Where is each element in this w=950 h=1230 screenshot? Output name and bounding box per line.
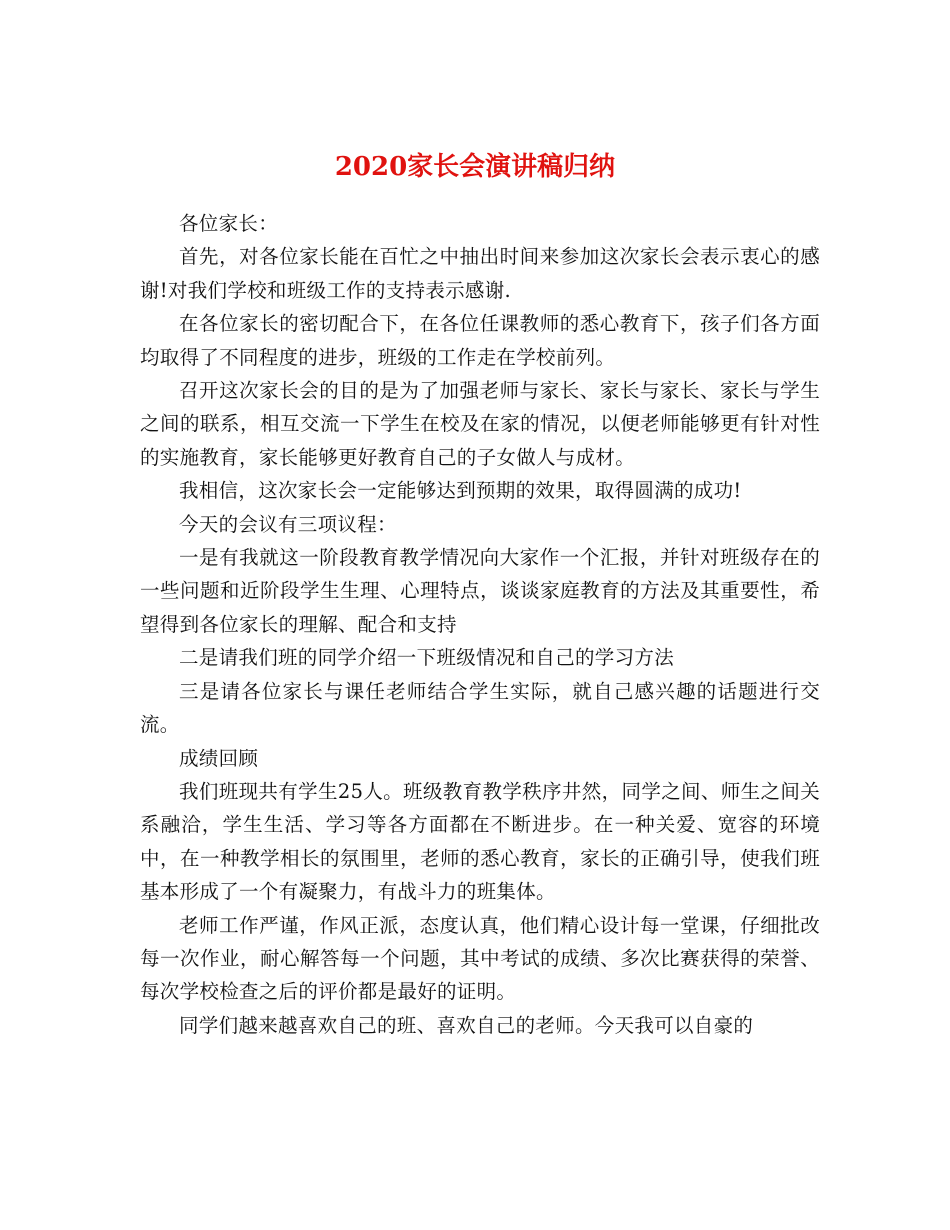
paragraph: 在各位家长的密切配合下，在各位任课教师的悉心教育下，孩子们各方面均取得了不同程度的进步，班级的工作走在学校前列。 <box>140 312 820 369</box>
paragraph: 同学们越来越喜欢自己的班、喜欢自己的老师。今天我可以自豪的 <box>179 1013 754 1037</box>
paragraph: 首先，对各位家长能在百忙之中抽出时间来参加这次家长会表示衷心的感谢!对我们学校和班级工作的支持表示感谢. <box>140 245 820 302</box>
paragraph-agenda-intro: 今天的会议有三项议程： <box>179 512 397 536</box>
paragraph: 召开这次家长会的目的是为了加强老师与家长、家长与家长、家长与学生之间的联系，相互交流一下学生在校及在家的情况，以便老师能够更有针对性的实施教育，家长能够更好教育自己的子女做人与成材。 <box>140 379 820 469</box>
agenda-item-3: 三是请各位家长与课任老师结合学生实际，就自己感兴趣的话题进行交流。 <box>140 679 820 737</box>
paragraph: 我相信，这次家长会一定能够达到预期的效果，取得圆满的成功! <box>179 479 742 503</box>
section-heading: 成绩回顾 <box>179 746 259 770</box>
paragraph: 老师工作严谨，作风正派，态度认真，他们精心设计每一堂课，仔细批改每一次作业，耐心解答每一个问题，其中考试的成绩、多次比赛获得的荣誉、每次学校检查之后的评价都是最好的证明。 <box>140 913 820 1004</box>
document-body <box>140 207 820 1042</box>
document-title: 2020家长会演讲稿归纳 <box>334 152 616 183</box>
agenda-item-2: 二是请我们班的同学介绍一下班级情况和自己的学习方法 <box>179 646 675 670</box>
paragraph-greeting: 各位家长： <box>179 212 279 235</box>
paragraph: 我们班现共有学生25人。班级教育教学秩序井然，同学之间、师生之间关系融洽，学生生活、学习等各方面都在不断进步。在一种关爱、宽容的环境中，在一种教学相长的氛围里，老师的悉心教育，家长的正确引导，使我们班基本形成了一个有凝聚力，有战斗力的班集体。 <box>140 779 820 904</box>
agenda-item-1: 一是有我就这一阶段教育教学情况向大家作一个汇报，并针对班级存在的一些问题和近阶段学生生理、心理特点，谈谈家庭教育的方法及其重要性，希望得到各位家长的理解、配合和支持 <box>140 546 820 636</box>
